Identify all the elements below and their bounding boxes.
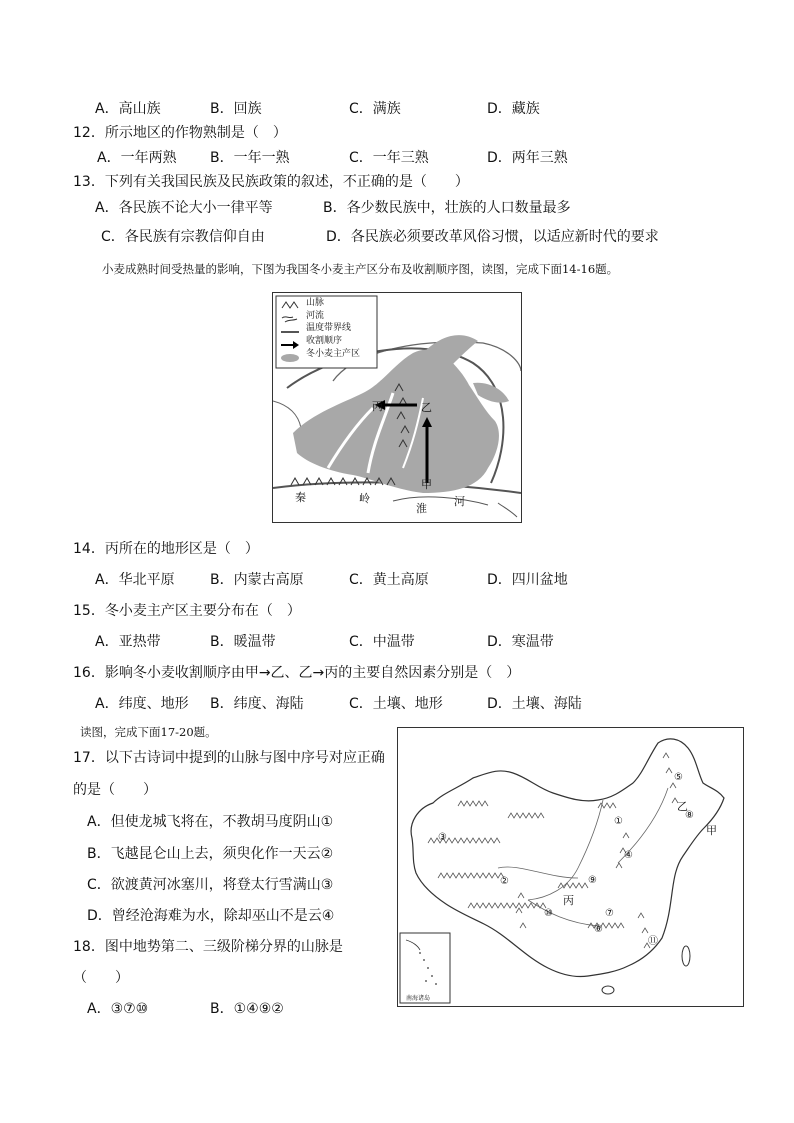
map-num-3: ③ <box>438 832 447 843</box>
q17-option-b: B．飞越昆仑山上去，须臾化作一天云② <box>87 846 334 862</box>
q13-option-b: B．各少数民族中，壮族的人口数量最多 <box>323 200 571 216</box>
legend-wheat-area: 冬小麦主产区 <box>306 348 361 359</box>
map-num-5: ⑤ <box>674 772 683 783</box>
map-num-1: ① <box>614 816 623 827</box>
legend-harvest-order: 收割顺序 <box>306 336 343 347</box>
label-qin: 秦 <box>295 491 306 504</box>
inset-label: 南海诸岛 <box>406 995 431 1002</box>
q17-option-a: A．但使龙城飞将在，不教胡马度阴山① <box>87 814 334 830</box>
q11-option-b: B．回族 <box>210 101 262 117</box>
q18-stem-line2: （ ） <box>73 970 129 986</box>
q16-option-b: B．纬度、海陆 <box>210 696 304 712</box>
q16-option-d: D．土壤、海陆 <box>487 696 582 712</box>
map2-label-bing: 丙 <box>563 894 574 907</box>
q17-stem-line2: 的是（ ） <box>73 782 157 798</box>
map-num-8: ⑧ <box>685 810 694 821</box>
label-ling: 岭 <box>359 492 370 505</box>
q18-stem-line1: 18．图中地势第二、三级阶梯分界的山脉是 <box>73 939 343 955</box>
map2-label-yi: 乙 <box>677 800 688 813</box>
q15-option-b: B．暖温带 <box>210 634 276 650</box>
q14-option-a: A．华北平原 <box>95 572 175 588</box>
map-num-7: ⑦ <box>605 908 614 919</box>
label-bing: 丙 <box>372 400 383 413</box>
label-huai: 淮 <box>416 502 427 515</box>
q16-option-c: C．土壤、地形 <box>349 696 443 712</box>
q15-option-c: C．中温带 <box>349 634 415 650</box>
q13-stem: 13．下列有关我国民族及民族政策的叙述，不正确的是（ ） <box>73 174 469 190</box>
q17-option-c: C．欲渡黄河冰塞川，将登太行雪满山③ <box>87 877 334 893</box>
q18-option-a: A．③⑦⑩ <box>87 1001 149 1017</box>
legend-mountain: 山脉 <box>306 298 325 308</box>
legend-river: 河流 <box>306 310 325 321</box>
map2-label-jia: 甲 <box>706 824 717 837</box>
q14-option-d: D．四川盆地 <box>487 572 568 588</box>
map-num-2: ② <box>500 876 509 887</box>
q13-option-c: C．各民族有宗教信仰自由 <box>101 229 265 245</box>
q13-option-d: D．各民族必须要改革风俗习惯，以适应新时代的要求 <box>326 229 659 245</box>
q15-option-a: A．亚热带 <box>95 634 161 650</box>
q12-option-b: B．一年一熟 <box>210 150 290 166</box>
map-num-4: ④ <box>624 850 633 861</box>
q16-option-a: A．纬度、地形 <box>95 696 189 712</box>
q16-stem: 16．影响冬小麦收割顺序由甲→乙、乙→丙的主要自然因素分别是（ ） <box>73 665 521 681</box>
map-num-9: ⑨ <box>588 875 597 886</box>
label-yi: 乙 <box>421 401 432 414</box>
q15-option-d: D．寒温带 <box>487 634 554 650</box>
legend-temperature-line: 温度带界线 <box>306 323 352 334</box>
q12-option-a: A．一年两熟 <box>97 150 177 166</box>
q17-stem-line1: 17．以下古诗词中提到的山脉与图中序号对应正确 <box>73 750 385 766</box>
china-map <box>397 727 744 1007</box>
q15-stem: 15．冬小麦主产区主要分布在（ ） <box>73 603 301 619</box>
q11-option-c: C．满族 <box>349 101 401 117</box>
map-num-10: ⑩ <box>544 908 553 919</box>
q12-option-c: C．一年三熟 <box>349 150 429 166</box>
q14-stem: 14．丙所在的地形区是（ ） <box>73 541 259 557</box>
map-num-6: ⑥ <box>594 924 603 935</box>
label-he: 河 <box>454 495 465 508</box>
q11-option-a: A．高山族 <box>95 101 161 117</box>
q11-option-d: D．藏族 <box>487 101 540 117</box>
intro-14-16: 小麦成熟时间受热量的影响，下图为我国冬小麦主产区分布及收割顺序图，读图，完成下面14-16题。 <box>102 262 619 276</box>
q17-option-d: D．曾经沧海难为水，除却巫山不是云④ <box>87 908 335 924</box>
wheat-map <box>272 292 522 523</box>
q13-option-a: A．各民族不论大小一律平等 <box>95 200 273 216</box>
q14-option-b: B．内蒙古高原 <box>210 572 304 588</box>
q12-option-d: D．两年三熟 <box>487 150 568 166</box>
map-num-11: ⑪ <box>648 936 658 947</box>
q12-stem: 12．所示地区的作物熟制是（ ） <box>73 125 287 141</box>
intro-17-20: 读图，完成下面17-20题。 <box>80 725 217 739</box>
q18-option-b: B．①④⑨② <box>210 1001 284 1017</box>
label-jia: 甲 <box>421 478 432 491</box>
q14-option-c: C．黄土高原 <box>349 572 429 588</box>
